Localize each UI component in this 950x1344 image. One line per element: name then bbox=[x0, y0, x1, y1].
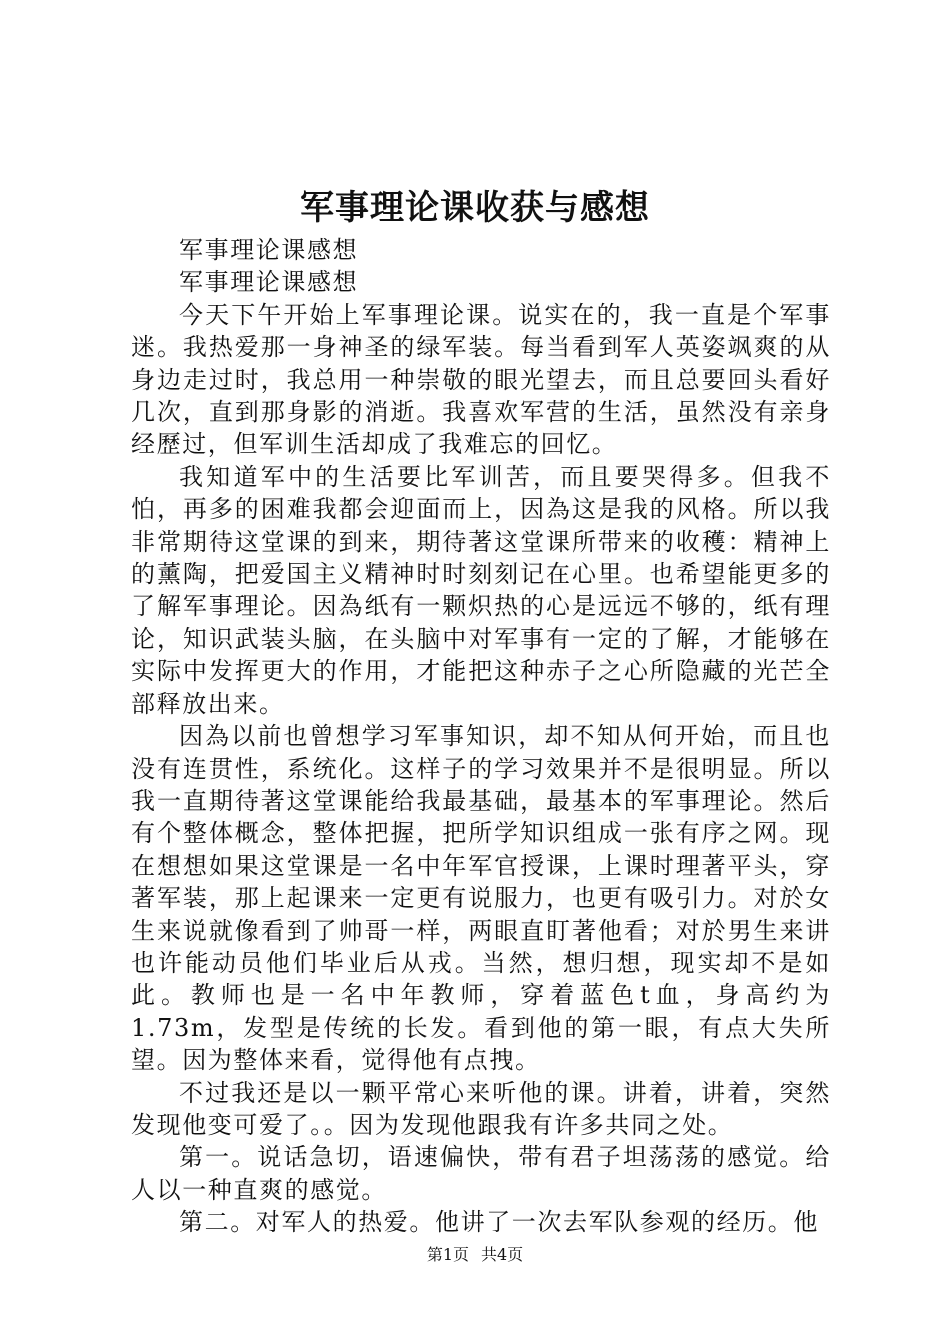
body-paragraph: 今天下午开始上军事理论课。说实在的，我一直是个军事迷。我热爱那一身神圣的绿军装。每当看到军人英姿飒爽的从身边走过时，我总用一种崇敬的眼光望去，而且总要回头看好几次，直到那身影的消逝。我喜欢军营的生活，虽然没有亲身经歷过，但军训生活却成了我难忘的回忆。 bbox=[131, 300, 831, 459]
subtitle-line: 军事理论课感想 bbox=[179, 236, 359, 264]
page-footer bbox=[0, 1243, 950, 1267]
body-paragraph: 我知道军中的生活要比军训苦，而且要哭得多。但我不怕，再多的困难我都会迎面而上，因為这是我的风格。所以我非常期待这堂课的到来，期待著这堂课所带来的收穫：精神上的薰陶，把爱国主义精神时时刻刻记在心里。也希望能更多的了解军事理论。因為纸有一颗炽热的心是远远不够的，纸有理论，知识武装头脑，在头脑中对军事有一定的了解，才能够在实际中发挥更大的作用，才能把这种赤子之心所隐藏的光芒全部释放出来。 bbox=[131, 462, 831, 718]
body-paragraph: 因為以前也曾想学习军事知识，却不知从何开始，而且也没有连贯性，系统化。这样子的学习效果并不是很明显。所以我一直期待著这堂课能给我最基础，最基本的军事理论。然后有个整体概念，整体把握，把所学知识组成一张有序之网。现在想想如果这堂课是一名中年军官授课，上课时理著平头，穿著军装，那上起课来一定更有说服力，也更有吸引力。对於女生来说就像看到了帅哥一样，两眼直盯著他看；对於男生来讲也许能动员他们毕业后从戎。当然，想归想，现实却不是如此。教师也是一名中年教师，穿着蓝色t血，身高约为1.73m，发型是传统的长发。看到他的第一眼，有点大失所望。因为整体来看，觉得他有点拽。 bbox=[131, 722, 831, 1075]
body-paragraph: 第一。说话急切，语速偏快，带有君子坦荡荡的感觉。给人以一种直爽的感觉。 bbox=[131, 1143, 831, 1204]
body-paragraph: 第二。对军人的热爱。他讲了一次去军队参观的经历。他 bbox=[179, 1208, 819, 1237]
subtitle-line: 军事理论课感想 bbox=[179, 268, 359, 297]
page-number: 第1页 bbox=[426, 1245, 469, 1264]
body-paragraph: 不过我还是以一颗平常心来听他的课。讲着，讲着，突然发现他变可爱了。。因为发现他跟我有许多共同之处。 bbox=[131, 1078, 831, 1139]
page-title: 军事理论课收获与感想 bbox=[300, 188, 650, 228]
page-total: 共4页 bbox=[481, 1245, 524, 1264]
document-body bbox=[131, 234, 831, 1239]
